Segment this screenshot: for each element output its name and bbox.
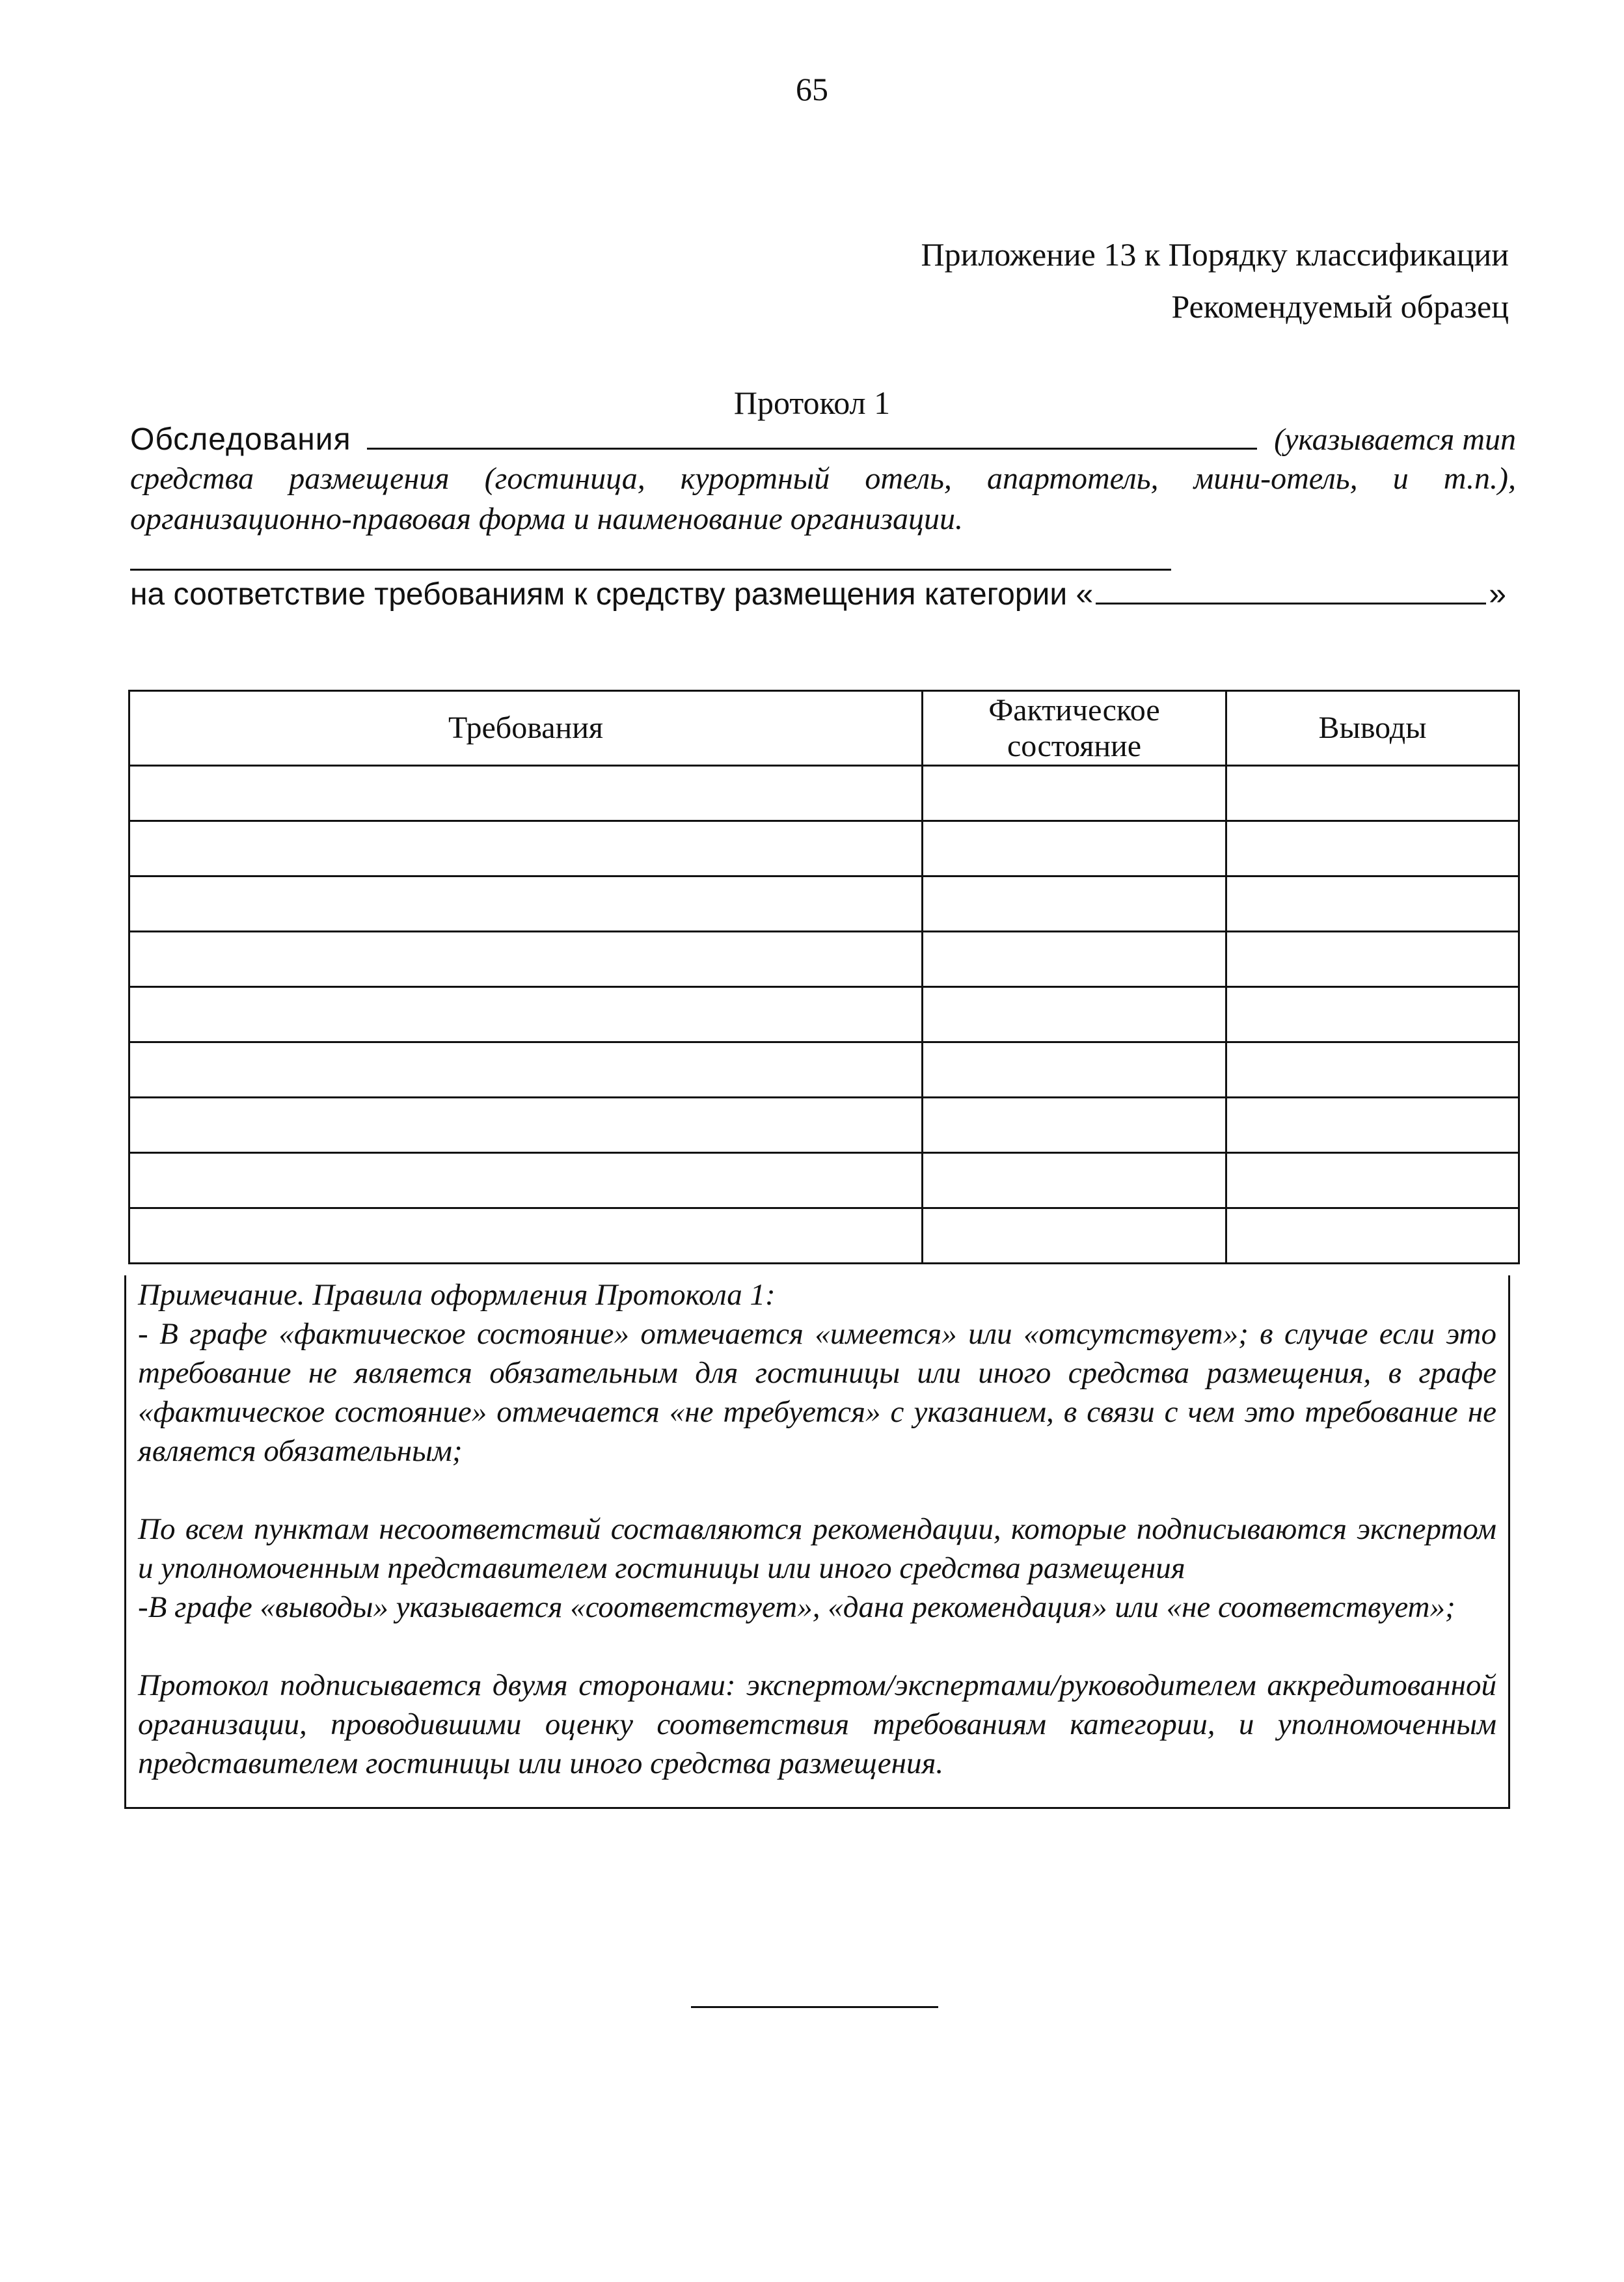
table-cell[interactable]	[129, 766, 923, 821]
table-cell[interactable]	[1226, 1098, 1519, 1153]
organization-blank-field[interactable]	[130, 569, 1171, 571]
table-cell[interactable]	[923, 1153, 1226, 1208]
table-cell[interactable]	[129, 876, 923, 932]
table-cell[interactable]	[923, 932, 1226, 987]
table-row	[129, 1042, 1519, 1098]
protocol-title: Протокол 1	[733, 385, 891, 421]
table-cell[interactable]	[1226, 821, 1519, 876]
table-row	[129, 876, 1519, 932]
survey-hint-line-2: средства размещения (гостиница, курортный отель, апартотель, мини-отель, и т.п.),	[130, 461, 1516, 496]
survey-line	[130, 422, 1516, 457]
header-actual-state: Фактическое состояние	[923, 691, 1226, 766]
category-blank-field[interactable]	[1096, 596, 1486, 604]
table-cell[interactable]	[1226, 932, 1519, 987]
table-cell[interactable]	[129, 1153, 923, 1208]
table-cell[interactable]	[923, 821, 1226, 876]
note-paragraph-signing: Протокол подписывается двумя сторонами: экспертом/экспертами/руководителем аккредитованной организации, проводившими оценку соответствия требованиям категории, и уполномоченным представителем гостиницы или иного средства размещения.	[138, 1668, 1496, 1780]
survey-hint-line-3: организационно-правовая форма и наименование организации.	[130, 502, 964, 536]
appendix-heading: Приложение 13 к Порядку классификации	[921, 236, 1509, 273]
page-number: 65	[796, 71, 828, 107]
table-cell[interactable]	[1226, 1208, 1519, 1264]
survey-hint: (указывается тип	[1274, 422, 1516, 457]
table-cell[interactable]	[129, 1208, 923, 1264]
conformity-text: на соответствие требованиям к средству размещения категории «	[130, 577, 1094, 612]
table-cell[interactable]	[923, 766, 1226, 821]
table-cell[interactable]	[1226, 1042, 1519, 1098]
table-row	[129, 766, 1519, 821]
table-cell[interactable]	[923, 1098, 1226, 1153]
table-cell[interactable]	[923, 1208, 1226, 1264]
header-conclusions: Выводы	[1226, 691, 1519, 766]
table-cell[interactable]	[923, 876, 1226, 932]
conformity-line	[130, 577, 1506, 612]
table-cell[interactable]	[129, 932, 923, 987]
table-row	[129, 932, 1519, 987]
requirements-table	[128, 690, 1520, 1264]
table-cell[interactable]	[1226, 987, 1519, 1042]
table-row	[129, 1153, 1519, 1208]
table-header-row	[129, 691, 1519, 766]
survey-label: Обследования	[130, 422, 351, 457]
table-cell[interactable]	[923, 1042, 1226, 1098]
table-cell[interactable]	[1226, 876, 1519, 932]
table-cell[interactable]	[1226, 1153, 1519, 1208]
note-title: Примечание. Правила оформления Протокола 1:	[138, 1278, 776, 1312]
table-cell[interactable]	[129, 987, 923, 1042]
header-requirements: Требования	[129, 691, 923, 766]
table-cell[interactable]	[129, 821, 923, 876]
survey-blank-field[interactable]	[367, 441, 1257, 450]
conformity-close-quote: »	[1489, 577, 1506, 612]
table-row	[129, 1208, 1519, 1264]
note-paragraph-recommendations: По всем пунктам несоответствий составляются рекомендации, которые подписываются экспертом и уполномоченным представителем гостиницы или иного средства размещения	[138, 1512, 1496, 1585]
note-box	[124, 1275, 1510, 1809]
table-row	[129, 1098, 1519, 1153]
end-rule	[691, 2006, 938, 2008]
table-row	[129, 821, 1519, 876]
note-paragraph-actual-state: - В графе «фактическое состояние» отмечается «имеется» или «отсутствует»; в случае если это требование не является обязательным для гостиницы или иного средства размещения, в графе «фактическое состояние» отмечается «не требуется» с указанием, в связи с чем это требование не является обязательным;	[138, 1317, 1496, 1468]
sample-label: Рекомендуемый образец	[1171, 288, 1509, 325]
table-cell[interactable]	[129, 1098, 923, 1153]
table-cell[interactable]	[129, 1042, 923, 1098]
table-cell[interactable]	[1226, 766, 1519, 821]
table-cell[interactable]	[923, 987, 1226, 1042]
note-paragraph-conclusions: -В графе «выводы» указывается «соответствует», «дана рекомендация» или «не соответствует»;	[138, 1590, 1455, 1624]
table-row	[129, 987, 1519, 1042]
